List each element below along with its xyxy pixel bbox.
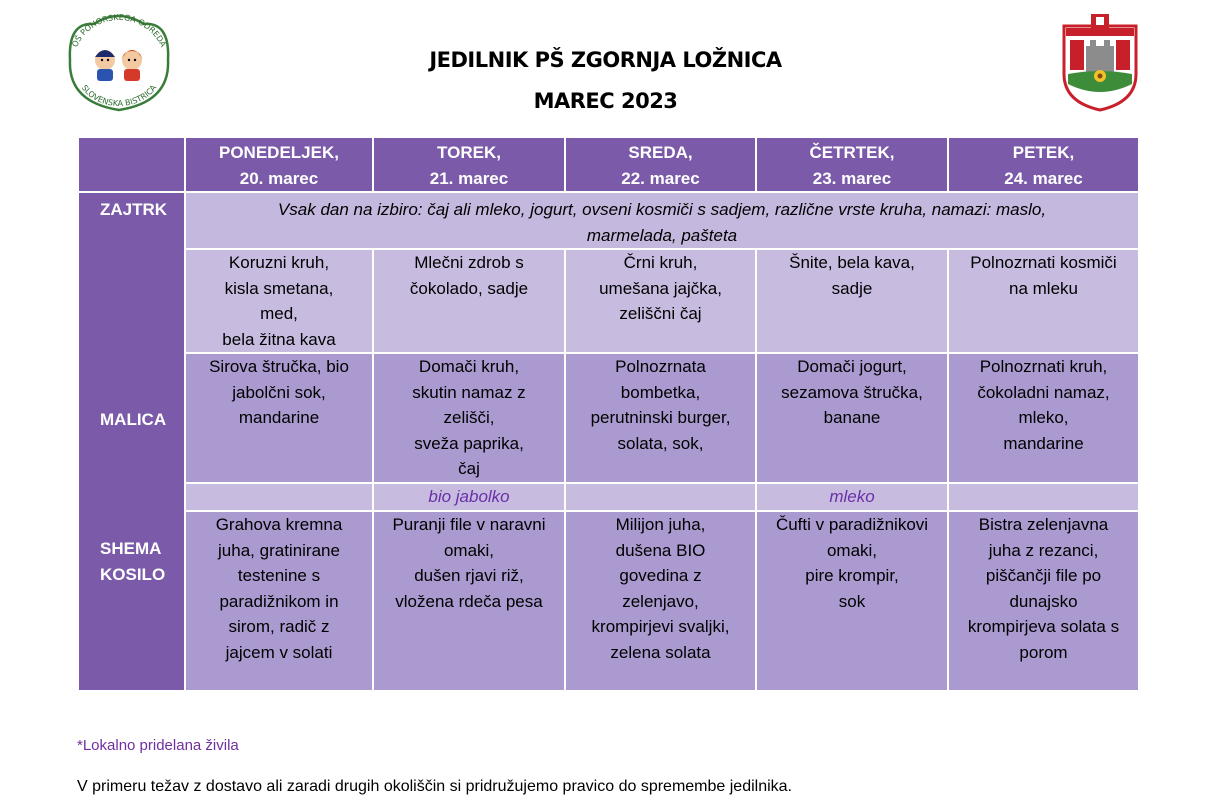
menu-line: Puranji file v naravni (392, 515, 546, 534)
menu-line: krompirjeva solata s (967, 617, 1120, 636)
menu-line: sveža paprika, (414, 433, 524, 453)
menu-line: jajcem v solati (225, 642, 333, 662)
zajtrk-cell (185, 249, 373, 353)
shema-cell (948, 483, 1139, 511)
kosilo-cell (565, 511, 756, 691)
malica-cell (565, 353, 756, 483)
menu-line: mandarine (1003, 433, 1084, 453)
zajtrk-cell (373, 249, 565, 353)
menu-line: vložena rdeča pesa (395, 591, 543, 611)
menu-line: juha z rezanci, (988, 540, 1099, 560)
menu-line: Polnozrnati kosmiči (970, 253, 1117, 272)
day-name: PETEK, (1012, 143, 1075, 162)
menu-line: skutin namaz z (412, 382, 526, 402)
kosilo-cell (948, 511, 1139, 691)
page-title: JEDILNIK PŠ ZGORNJA LOŽNICA (429, 48, 782, 72)
menu-line: Mlečni zdrob s (414, 253, 524, 272)
day-name: PONEDELJEK, (219, 143, 339, 162)
menu-line: testenine s (237, 566, 321, 585)
menu-line: pire krompir, (805, 566, 899, 585)
kosilo-cell (756, 511, 948, 691)
row-label-shema: SHEMA (100, 539, 162, 558)
local-food-note: *Lokalno pridelana živila (77, 737, 239, 754)
zajtrk-cell (948, 249, 1139, 353)
logo-text-top: OŠ POHORSKEGA ODREDA (70, 12, 168, 49)
menu-line: bombetka, (620, 382, 701, 402)
zajtrk-everyday-line: Vsak dan na izbiro: čaj ali mleko, jogurt, ovseni kosmiči s sadjem, različne vrste kruha, namazi: maslo, (277, 200, 1047, 219)
menu-line: sezamova štručka, (781, 382, 923, 402)
menu-line: Sirova štručka, bio (209, 357, 349, 376)
shema-cell (185, 483, 373, 511)
menu-line: paradižnikom in (219, 591, 339, 611)
day-date: 20. marec (239, 168, 319, 188)
menu-line: sok (838, 591, 866, 611)
menu-line: juha, gratinirane (218, 540, 340, 560)
disclaimer-text: V primeru težav z dostavo ali zaradi drugih okoliščin si pridružujemo pravico do spremembe jedilnika. (77, 778, 792, 795)
logo-text-bottom: SLOVENSKA BISTRICA (79, 83, 159, 109)
zajtrk-row (78, 249, 1139, 353)
menu-line: krompirjevi svaljki, (591, 617, 730, 636)
zajtrk-cell (565, 249, 756, 353)
menu-line: med, (260, 304, 298, 323)
menu-line: Bistra zelenjavna (978, 515, 1109, 534)
menu-line: mandarine (238, 408, 320, 427)
menu-line: govedina z (619, 566, 702, 585)
menu-line: omaki, (443, 540, 495, 560)
page-subtitle: MAREC 2023 (533, 89, 678, 113)
menu-line: Črni kruh, (623, 253, 698, 272)
menu-line: kisla smetana, (224, 278, 334, 298)
menu-line: čokoladni namaz, (977, 382, 1110, 402)
menu-line: na mleku (1009, 278, 1078, 298)
menu-line: Šnite, bela kava, (789, 253, 915, 272)
malica-cell (756, 353, 948, 483)
menu-line: zelišči, (443, 408, 495, 427)
day-header (948, 137, 1139, 192)
menu-line: Čufti v paradižnikovi (775, 515, 929, 534)
menu-line: čaj (458, 459, 480, 478)
menu-line: banane (823, 408, 881, 427)
menu-line: Polnozrnati kruh, (979, 357, 1108, 376)
zajtrk-cell (756, 249, 948, 353)
menu-line: mleko, (1018, 408, 1069, 427)
menu-line: Grahova kremna (215, 515, 343, 534)
shema-cell: mleko (756, 483, 948, 511)
day-date: 23. marec (812, 168, 892, 188)
zajtrk-everyday-cell (185, 192, 1139, 249)
day-header (565, 137, 756, 192)
menu-line: sirom, radič z (228, 617, 330, 636)
shema-cell: bio jabolko (373, 483, 565, 511)
day-header (373, 137, 565, 192)
row-label-zajtrk: ZAJTRK (100, 200, 168, 219)
kosilo-row (78, 511, 1139, 691)
menu-line: dunajsko (1009, 591, 1078, 611)
menu-line: Polnozrnata (615, 357, 706, 376)
malica-cell (373, 353, 565, 483)
menu-line: umešana jajčka, (599, 278, 722, 298)
zajtrk-common-row (78, 192, 1139, 249)
day-header (185, 137, 373, 192)
menu-table (77, 136, 1140, 692)
kosilo-cell (185, 511, 373, 691)
malica-row (78, 353, 1139, 483)
menu-line: zeliščni čaj (619, 304, 702, 323)
menu-line: solata, sok, (617, 433, 704, 453)
corner-cell (78, 137, 185, 192)
side-column (78, 192, 185, 691)
menu-line: omaki, (826, 540, 878, 560)
menu-line: Domači jogurt, (797, 357, 907, 376)
day-date: 21. marec (429, 168, 509, 188)
zajtrk-everyday-line: marmelada, pašteta (586, 225, 738, 245)
menu-line: dušena BIO (615, 540, 706, 560)
menu-line: sadje (831, 278, 873, 298)
day-name: TOREK, (437, 143, 501, 162)
day-date: 24. marec (1004, 168, 1083, 188)
day-name: ČETRTEK, (809, 143, 895, 162)
menu-line: Milijon juha, (615, 515, 706, 534)
menu-line: dušen rjavi riž, (414, 566, 524, 585)
shema-cell (565, 483, 756, 511)
menu-line: zelenjavo, (622, 591, 699, 611)
table-header-row (78, 137, 1139, 192)
menu-line: bela žitna kava (222, 329, 336, 349)
menu-line: Domači kruh, (418, 357, 520, 376)
menu-line: zelena solata (610, 642, 711, 662)
menu-line: porom (1019, 642, 1068, 662)
row-label-kosilo: KOSILO (100, 565, 166, 584)
row-label-malica: MALICA (100, 410, 167, 429)
menu-line: piščančji file po (985, 566, 1102, 585)
menu-line: perutninski burger, (590, 408, 731, 427)
day-header (756, 137, 948, 192)
menu-line: Koruzni kruh, (228, 253, 330, 272)
menu-line: jabolčni sok, (232, 382, 326, 402)
kosilo-cell (373, 511, 565, 691)
malica-cell (948, 353, 1139, 483)
malica-cell (185, 353, 373, 483)
day-name: SREDA, (628, 143, 693, 162)
menu-line: čokolado, sadje (409, 278, 529, 298)
shema-row (78, 483, 1139, 511)
day-date: 22. marec (621, 168, 700, 188)
